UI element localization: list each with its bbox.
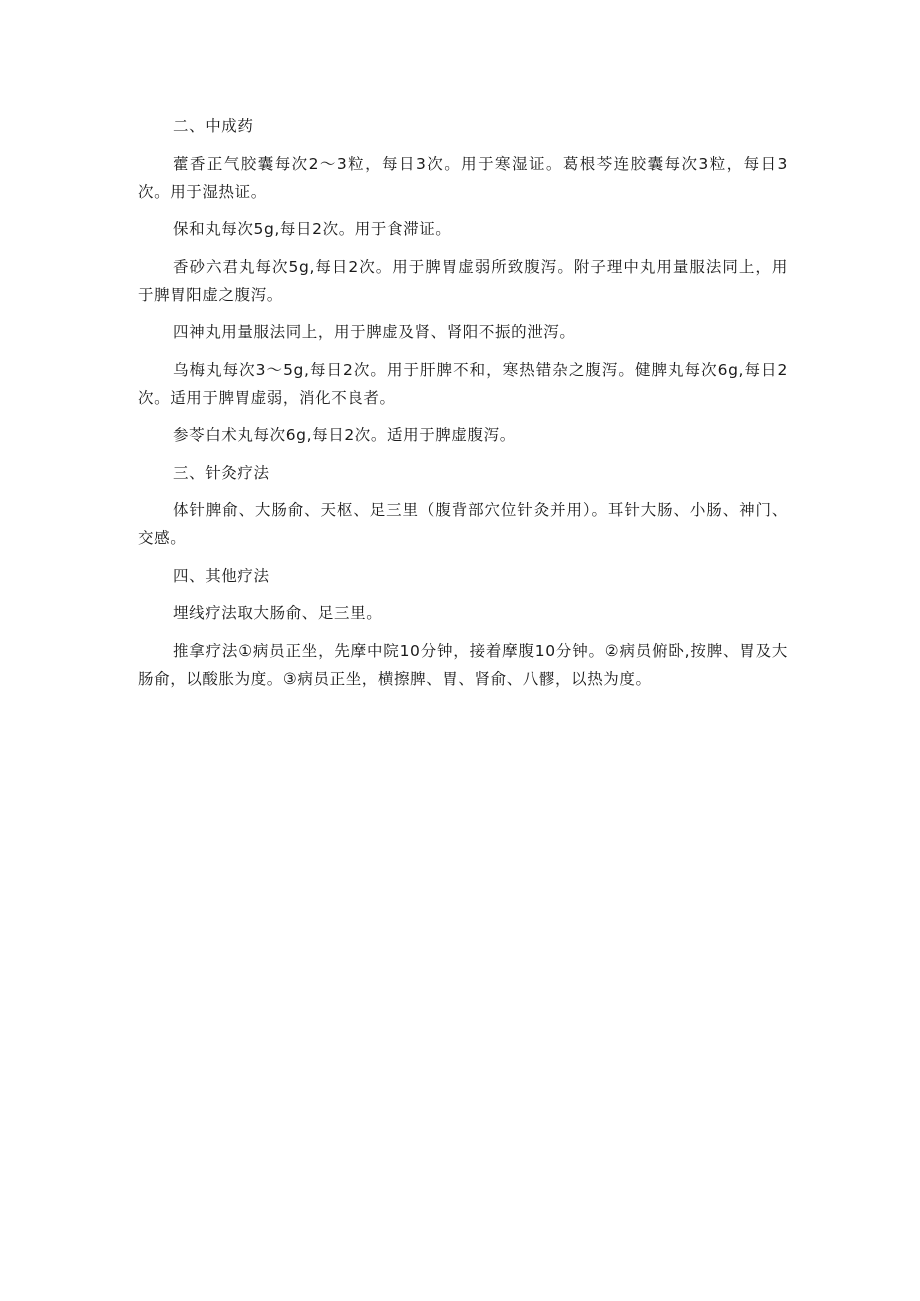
paragraph-catgut-embedding: 埋线疗法取大肠俞、足三里。 bbox=[173, 604, 383, 622]
paragraph-wumei-jianpi: 乌梅丸每次3～5g,每日2次。用于肝脾不和，寒热错杂之腹泻。健脾丸每次6g,每日2次。适用于脾胃虚弱，消化不良者。 bbox=[138, 360, 788, 407]
section-heading-acupuncture: 三、针灸疗法 bbox=[173, 463, 270, 482]
paragraph-body-ear-acupuncture: 体针脾俞、大肠俞、天枢、足三里（腹背部穴位针灸并用）。耳针大肠、小肠、神门、交感。 bbox=[138, 501, 788, 547]
section-heading-patent-medicine: 二、中成药 bbox=[173, 117, 254, 135]
paragraph-sishen-wan: 四神丸用量服法同上，用于脾虚及肾、肾阳不振的泄泻。 bbox=[173, 323, 576, 341]
paragraph-baohe-wan: 保和丸每次5g,每日2次。用于食滞证。 bbox=[173, 220, 452, 238]
section-heading-other-therapies: 四、其他疗法 bbox=[173, 566, 270, 585]
paragraph-massage-therapy: 推拿疗法①病员正坐，先摩中院10分钟，接着摩腹10分钟。②病员俯卧,按脾、胃及大肠俞，以酸胀为度。③病员正坐，横擦脾、胃、肾俞、八髎，以热为度。 bbox=[138, 641, 788, 688]
paragraph-huoxiang-gegen: 藿香正气胶囊每次2～3粒，每日3次。用于寒湿证。葛根芩连胶囊每次3粒，每日3次。用于湿热证。 bbox=[138, 154, 788, 201]
paragraph-shenling-baizhu: 参苓白术丸每次6g,每日2次。适用于脾虚腹泻。 bbox=[173, 426, 516, 444]
paragraph-xiangsha-fuzi: 香砂六君丸每次5g,每日2次。用于脾胃虚弱所致腹泻。附子理中丸用量服法同上，用于脾胃阳虚之腹泻。 bbox=[138, 257, 788, 304]
document-body bbox=[138, 112, 788, 702]
